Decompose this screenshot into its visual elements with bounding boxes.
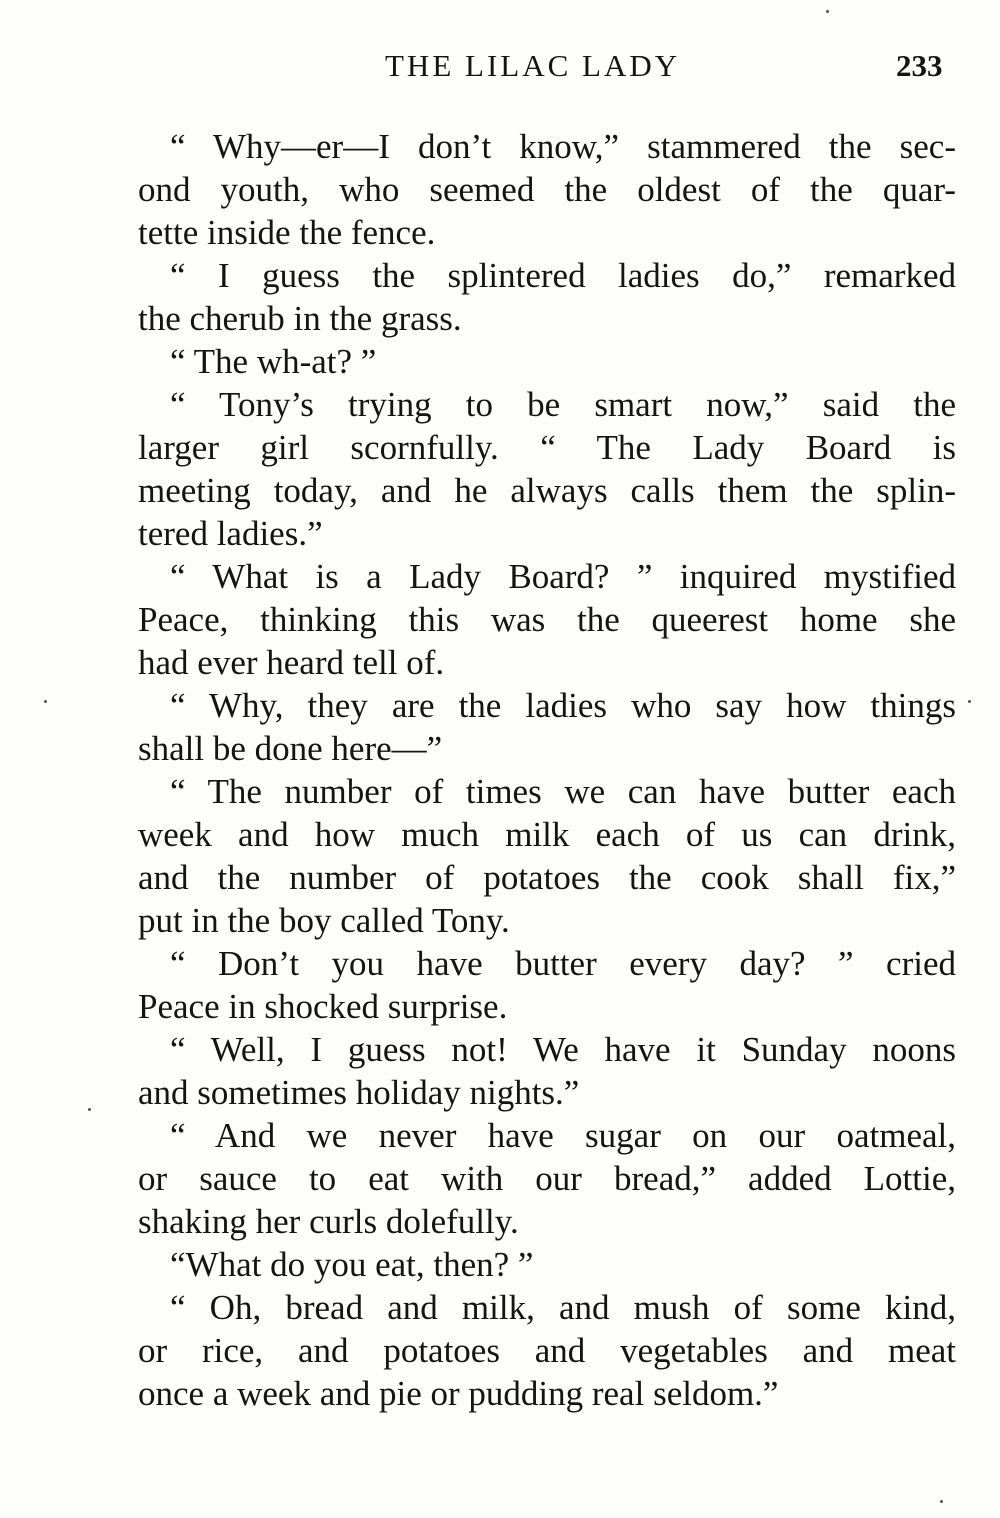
text-line: ond youth, who seemed the oldest of the quar- [138, 170, 956, 209]
paper-speck [826, 10, 829, 13]
running-title: THE LILAC LADY [385, 48, 681, 83]
text-line: or sauce to eat with our bread,” added Lottie, [138, 1159, 956, 1198]
text-line: “ Oh, bread and milk, and mush of some kind, [170, 1288, 956, 1327]
text-line: shall be done here—” [138, 729, 443, 768]
text-line: put in the boy called Tony. [138, 901, 510, 940]
paper-speck [88, 1108, 91, 1111]
text-line: “ Don’t you have butter every day? ” cried [170, 944, 956, 983]
text-line: “ Why, they are the ladies who say how things [170, 686, 956, 725]
text-line: tette inside the fence. [138, 213, 436, 252]
text-line: “ Why—er—I don’t know,” stammered the sec- [170, 127, 956, 166]
body-text [138, 125, 956, 1415]
text-line: “ Well, I guess not! We have it Sunday noons [170, 1030, 956, 1069]
text-line: shaking her curls dolefully. [138, 1202, 519, 1241]
text-line: Peace in shocked surprise. [138, 987, 508, 1026]
text-line: larger girl scornfully. “ The Lady Board is [138, 428, 956, 467]
text-line: Peace, thinking this was the queerest home she [138, 600, 956, 639]
text-line: once a week and pie or pudding real seldom.” [138, 1374, 779, 1413]
text-line: meeting today, and he always calls them the splin- [138, 471, 956, 510]
text-line: “ What is a Lady Board? ” inquired mystified [170, 557, 956, 596]
text-line: and sometimes holiday nights.” [138, 1073, 580, 1112]
text-line: had ever heard tell of. [138, 643, 445, 682]
text-line: or rice, and potatoes and vegetables and meat [138, 1331, 956, 1370]
text-line: the cherub in the grass. [138, 299, 462, 338]
text-line: “ Tony’s trying to be smart now,” said the [170, 385, 956, 424]
text-line: week and how much milk each of us can drink, [138, 815, 956, 854]
text-line: and the number of potatoes the cook shall fix,” [138, 858, 956, 897]
text-line: tered ladies.” [138, 514, 323, 553]
paper-speck [968, 700, 971, 703]
paper-speck [940, 1500, 943, 1503]
text-line: “ The number of times we can have butter each [170, 772, 956, 811]
page-number: 233 [896, 48, 943, 83]
paper-speck [44, 700, 47, 703]
text-line: “ And we never have sugar on our oatmeal, [170, 1116, 956, 1155]
text-line: “ The wh-at? ” [170, 342, 377, 381]
running-header [0, 40, 1000, 90]
text-line: “ I guess the splintered ladies do,” remarked [170, 256, 956, 295]
text-line: “What do you eat, then? ” [170, 1245, 534, 1284]
